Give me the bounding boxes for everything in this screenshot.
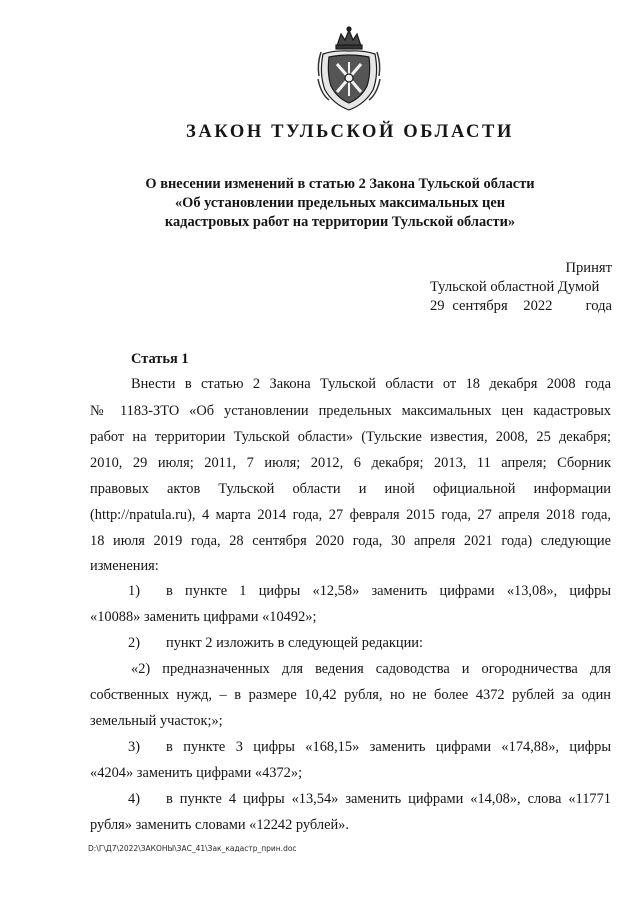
item-text: в пункте 3 цифры «168,15» заменить цифрами «174,88», цифры [166,739,611,755]
adopted-label: Принят [565,260,612,276]
adoption-block [430,259,612,316]
item-text: в пункте 4 цифры «13,54» заменить цифрами «14,08», слова «11771 [166,791,611,807]
item-number: 4) [128,791,140,807]
list-item-2 [128,635,611,652]
article-intro-line: 2010, 29 июля; 2011, 7 июля; 2012, 6 декабря; 2013, 11 апреля; Сборник [90,455,611,471]
subject-line: кадастровых работ на территории Тульской области» [164,214,516,230]
law-title: ЗАКОН ТУЛЬСКОЙ ОБЛАСТИ [186,122,514,142]
list-item-1-continuation: «10088» заменить цифрами «10492»; [90,609,317,625]
quoted-text-line: собственных нужд, – в размере 10,42 рубля, но не более 4372 рублей за один [90,687,611,703]
adopted-by: Тульской областной Думой [430,279,600,295]
list-item-4 [128,791,611,808]
quoted-text-line: земельный участок;»; [90,713,223,729]
item-number: 1) [128,583,140,599]
article-heading: Статья 1 [131,351,189,367]
file-path-footer: D:\Г\Д7\2022\ЗАКОНЫ\ЗАС_41\Зак_кадастр_прин.doc [88,844,297,853]
list-item-1 [128,583,611,600]
article-intro-line: № 1183-ЗТО «Об установлении предельных максимальных цен кадастровых [90,403,611,419]
adoption-month: сентября [452,298,508,314]
article-intro-line: изменения: [90,558,159,574]
article-intro-line: правовых актов Тульской области и иной официальной информации [90,481,611,497]
subject-line: «Об установлении предельных максимальных цен [174,195,506,211]
list-item-3-continuation: «4204» заменить цифрами «4372»; [90,765,303,781]
article-intro-line: Внести в статью 2 Закона Тульской области от 18 декабря 2008 года [131,376,611,392]
item-number: 3) [128,739,140,755]
adoption-day: 29 [430,298,445,314]
law-subject [110,175,570,232]
list-item-3 [128,739,611,756]
article-intro-line: работ на территории Тульской области» (Тульские известия, 2008, 25 декабря; [90,429,611,445]
item-text: пункт 2 изложить в следующей редакции: [166,635,423,651]
subject-line: О внесении изменений в статью 2 Закона Тульской области [145,176,535,192]
item-text: в пункте 1 цифры «12,58» заменить цифрами «13,08», цифры [166,583,611,599]
article-intro-line: (http://npatula.ru), 4 марта 2014 года, 27 февраля 2015 года, 27 апреля 2018 года, [90,507,611,523]
article-intro-line: 18 июля 2019 года, 28 сентября 2020 года, 30 апреля 2021 года) следующие [90,533,611,549]
adoption-date [430,297,612,316]
adoption-year: 2022 [523,298,553,314]
tula-oblast-coat-of-arms-icon [315,24,383,114]
item-number: 2) [128,635,140,651]
list-item-4-continuation: рубля» заменить словами «12242 рублей». [90,817,349,833]
adoption-year-word: года [585,298,612,314]
quoted-text-line: «2) предназначенных для ведения садоводства и огородничества для [131,661,611,677]
